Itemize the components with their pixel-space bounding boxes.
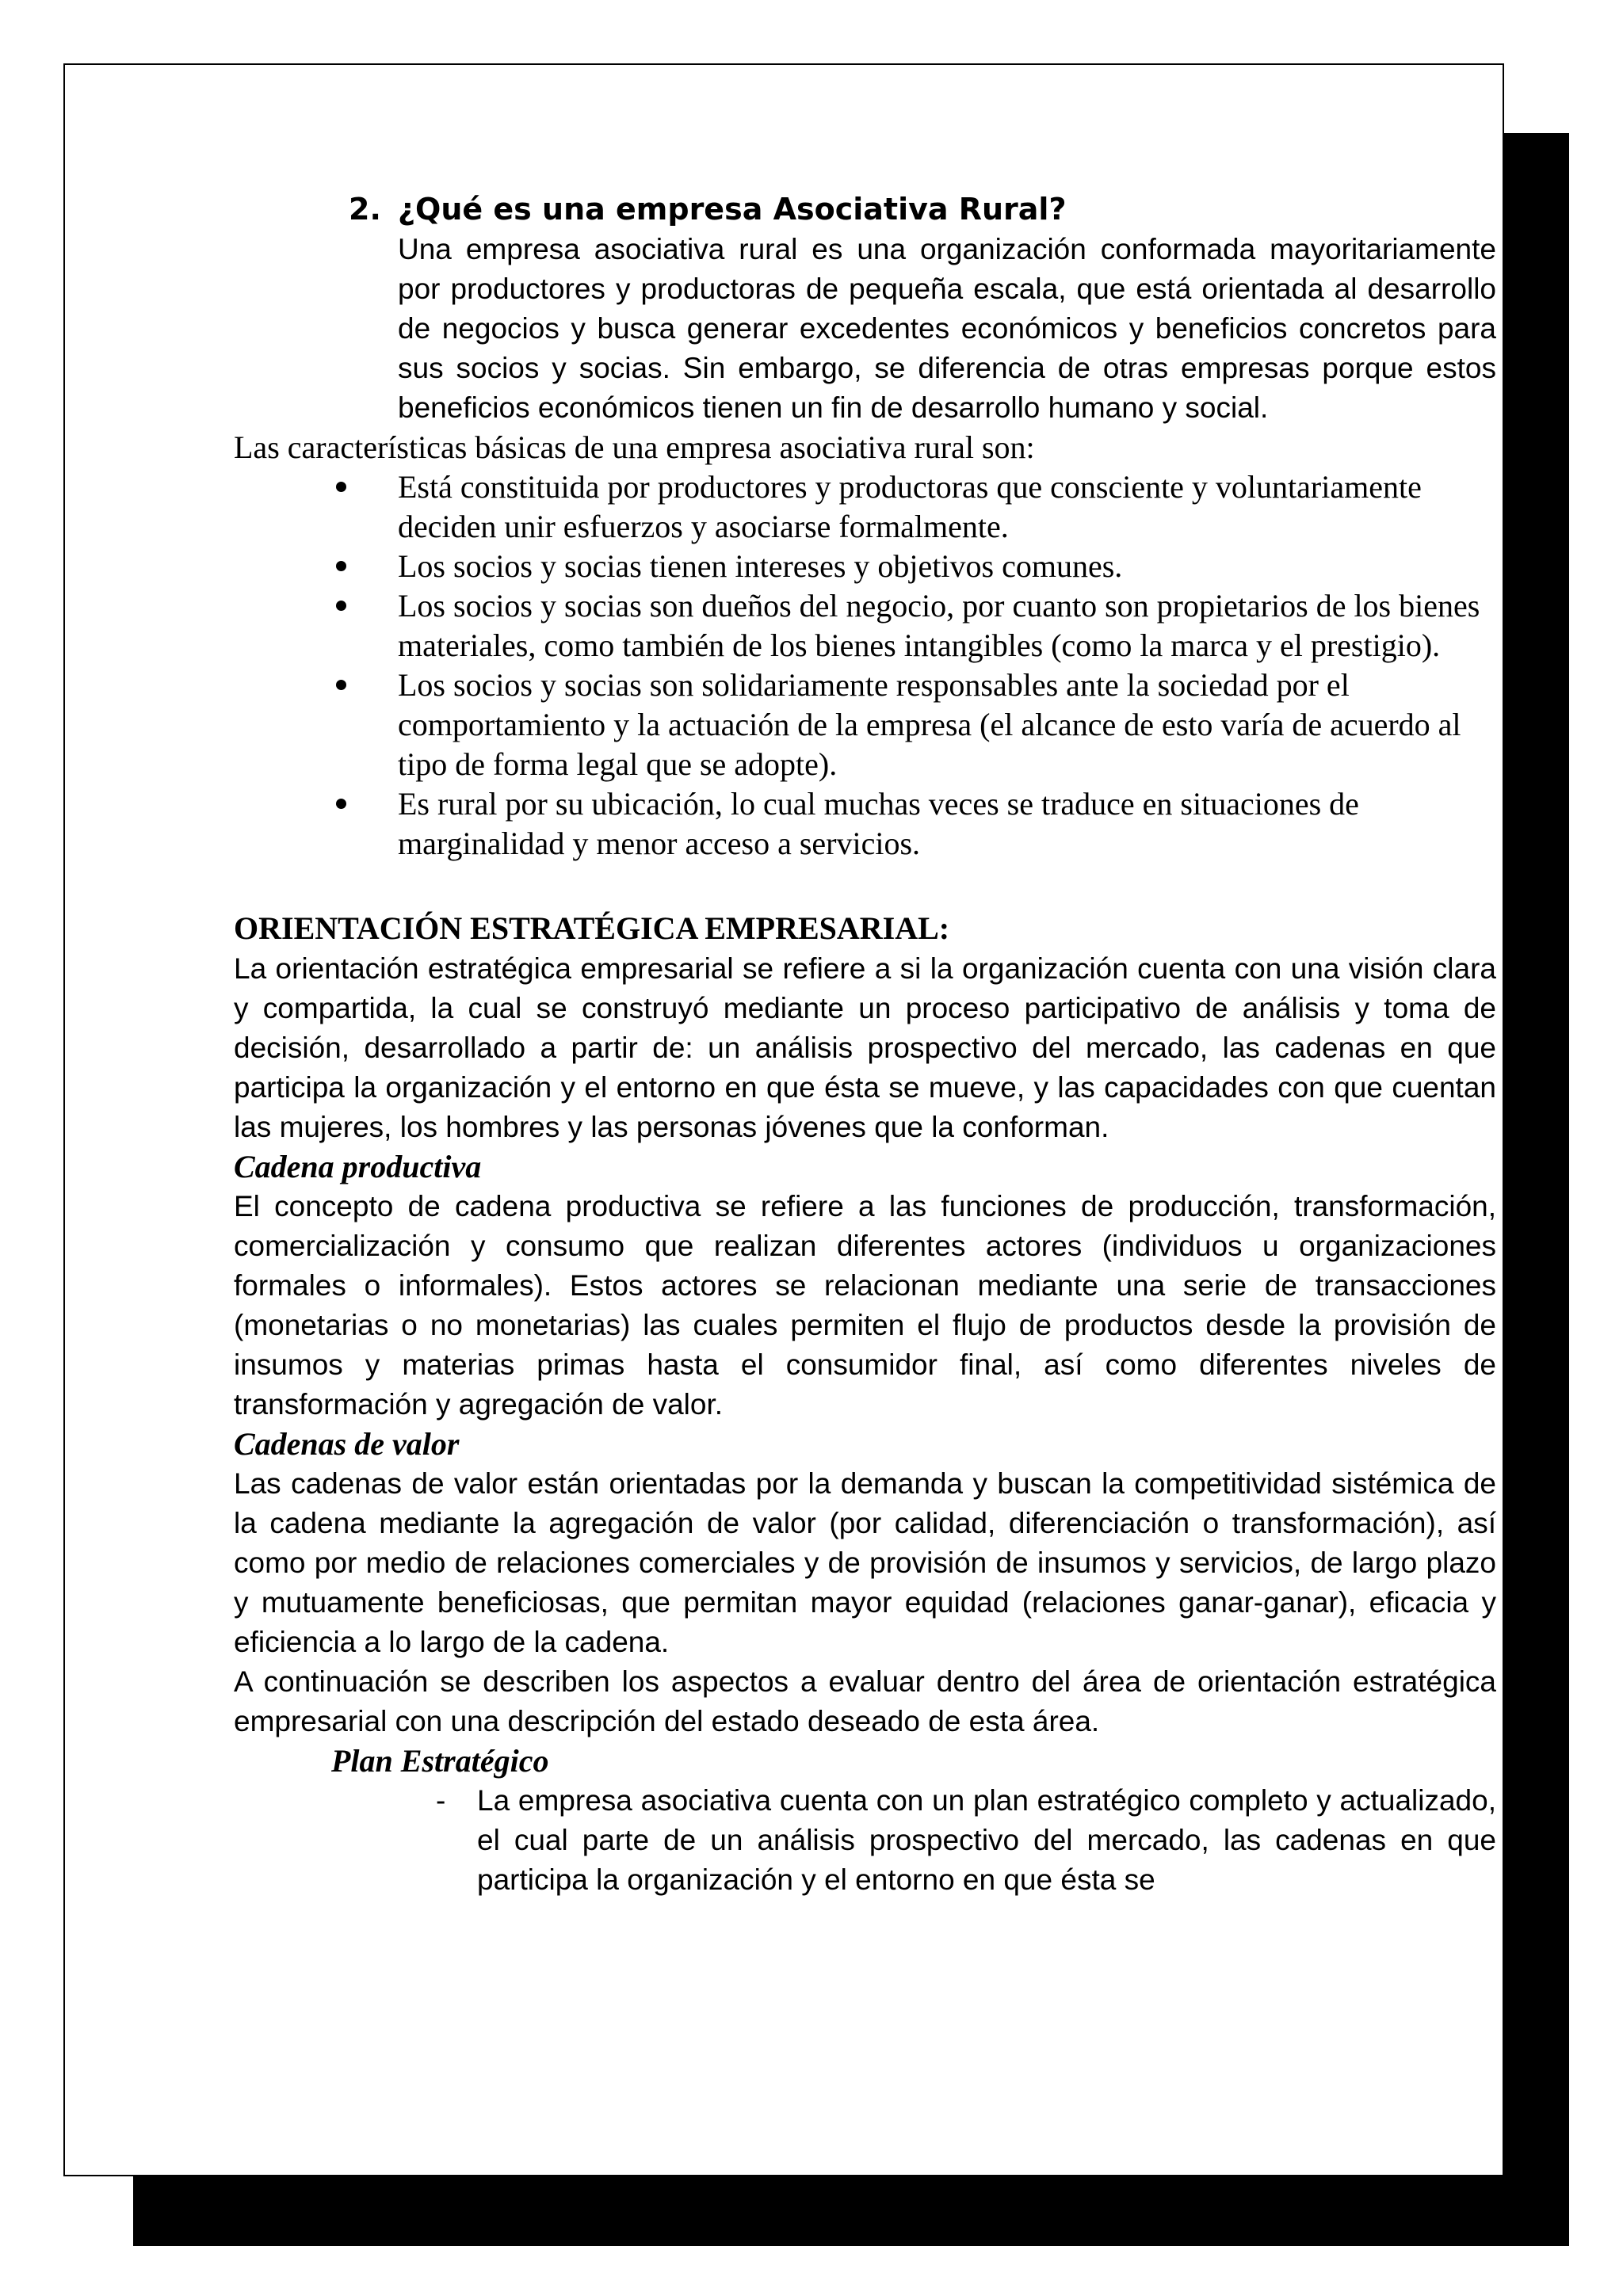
document-page <box>63 63 1504 2206</box>
characteristics-list <box>234 467 1496 864</box>
characteristics-intro: Las características básicas de una empresa asociativa rural son: <box>234 429 1035 465</box>
dash-item-text: La empresa asociativa cuenta con un plan estratégico completo y actualizado, el cual parte de un análisis prospectivo del mercado, las cadenas en que participa la organización y el entorno en que ésta se <box>477 1784 1496 1896</box>
value-chains-body: Las cadenas de valor están orientadas por la demanda y buscan la competitividad sistémica de la cadena mediante la agregación de valor (por calidad, diferenciación o transformación), así como por medio de relaciones comerciales y de provisión de insumos y servicios, de largo plazo y mutuamente beneficiosas, que permitan mayor equidad (relaciones ganar-ganar), eficacia y eficiencia a lo largo de la cadena. <box>234 1467 1496 1658</box>
bullet-item <box>331 467 1496 547</box>
dash-item <box>436 1781 1496 1900</box>
orientation-body: La orientación estratégica empresarial se refiere a si la organización cuenta con una visión clara y compartida, la cual se construyó mediante un proceso participativo de análisis y toma de decisión, desarrollado a partir de: un análisis prospectivo del mercado, las cadenas en que participa la organización y el entorno en que ésta se mueve, y las capacidades con que cuentan las mujeres, los hombres y las personas jóvenes que la conforman. <box>234 952 1496 1143</box>
bullet-item <box>331 547 1496 586</box>
bullet-text: Es rural por su ubicación, lo cual muchas veces se traduce en situaciones de marginalidad y menor acceso a servicios. <box>398 786 1359 861</box>
orientation-heading: ORIENTACIÓN ESTRATÉGICA EMPRESARIAL: <box>234 910 950 946</box>
bullet-text: Los socios y socias son solidariamente responsables ante la sociedad por el comportamiento y la actuación de la empresa (el alcance de esto varía de acuerdo al tipo de forma legal que se adopte). <box>398 667 1461 782</box>
bullet-item <box>331 586 1496 666</box>
productive-chain-heading: Cadena productiva <box>234 1149 482 1184</box>
question-title: ¿Qué es una empresa Asociativa Rural? <box>398 192 1067 227</box>
value-chains-heading: Cadenas de valor <box>234 1426 460 1462</box>
page-content <box>234 189 1496 1900</box>
value-chains-followup: A continuación se describen los aspectos a evaluar dentro del área de orientación estratégica empresarial con una descripción del estado deseado de esta área. <box>234 1665 1496 1737</box>
bullet-item <box>331 784 1496 864</box>
bullet-text: Está constituida por productores y productoras que consciente y voluntariamente deciden unir esfuerzos y asociarse formalmente. <box>398 469 1422 544</box>
question-number: 2. <box>349 192 381 227</box>
page-number: 4 <box>1478 2171 1494 2206</box>
question-body: Una empresa asociativa rural es una organización conformada mayoritariamente por productores y productoras de pequeña escala, que está orientada al desarrollo de negocios y busca generar excedentes económicos y beneficios concretos para sus socios y socias. Sin embargo, se diferencia de otras empresas porque estos beneficios económicos tienen un fin de desarrollo humano y social. <box>398 233 1496 424</box>
question-heading <box>234 189 1496 230</box>
bullet-text: Los socios y socias tienen intereses y objetivos comunes. <box>398 548 1123 584</box>
strategic-plan-heading: Plan Estratégico <box>331 1743 549 1779</box>
strategic-plan-list <box>234 1781 1496 1900</box>
dash-marker: - <box>436 1784 446 1817</box>
bullet-item <box>331 666 1496 784</box>
productive-chain-body: El concepto de cadena productiva se refiere a las funciones de producción, transformación, comercialización y consumo que realizan diferentes actores (individuos u organizaciones formales o informales). Estos actores se relacionan mediante una serie de transacciones (monetarias o no monetarias) las cuales permiten el flujo de productos desde la provisión de insumos y materias primas hasta el consumidor final, así como diferentes niveles de transformación y agregación de valor. <box>234 1190 1496 1421</box>
bullet-text: Los socios y socias son dueños del negocio, por cuanto son propietarios de los bienes materiales, como también de los bienes intangibles (como la marca y el prestigio). <box>398 588 1480 663</box>
